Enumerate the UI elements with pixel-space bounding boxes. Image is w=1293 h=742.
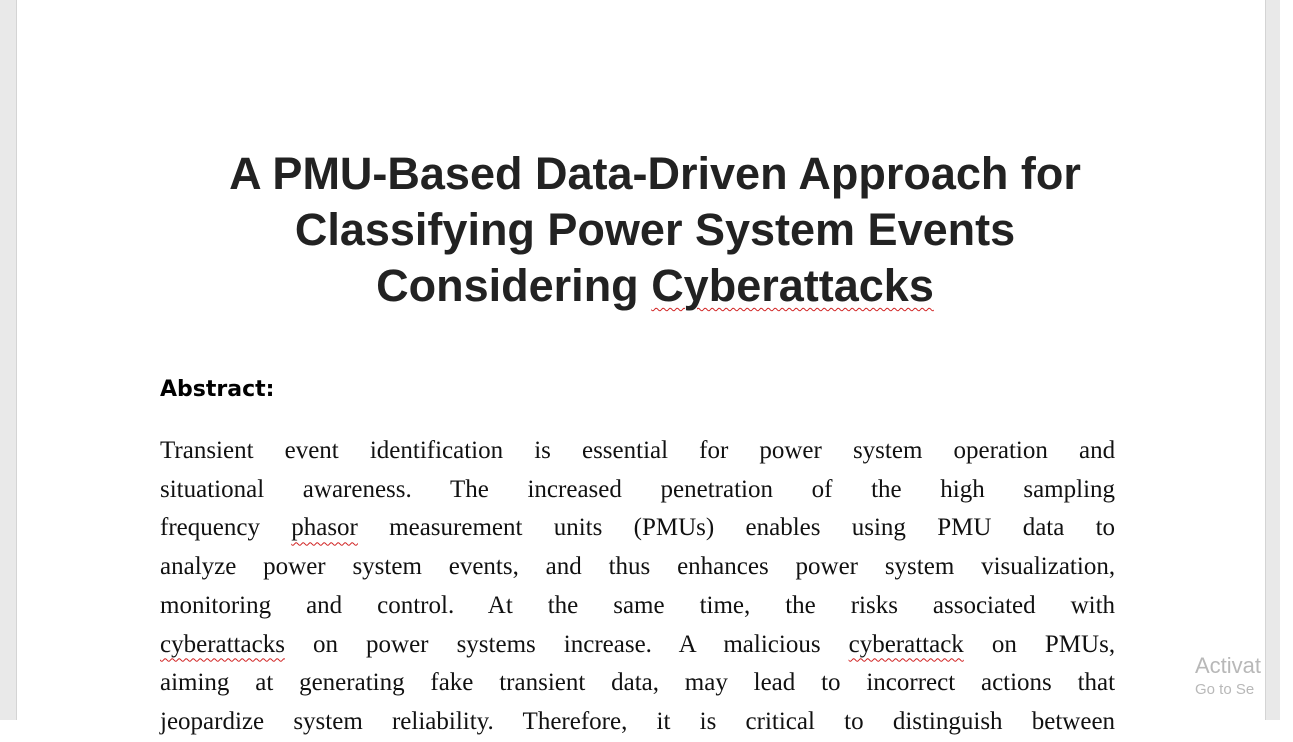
abstract-heading: Abstract: xyxy=(160,377,275,402)
abstract-line-8: jeopardize system reliability. Therefore, it is critical to distinguish between xyxy=(160,707,1116,735)
left-gutter xyxy=(0,0,17,720)
title-line-1: A PMU-Based Data-Driven Approach for xyxy=(229,148,1081,199)
abstract-line-5: monitoring and control. At the same time, the risks associated with xyxy=(160,591,1116,619)
title-line-3: Considering Cyberattacks xyxy=(376,260,934,311)
spellcheck-word: phasor xyxy=(291,514,358,542)
right-gutter xyxy=(1265,0,1280,720)
watermark-line-2: Go to Se xyxy=(1195,681,1255,698)
watermark-line-1: Activat xyxy=(1195,653,1262,678)
abstract-line-6: cyberattacks on power systems increase. A malicious cyberattack on PMUs, xyxy=(160,630,1116,658)
abstract-line-7: aiming at generating fake transient data, may lead to incorrect actions that xyxy=(160,669,1116,697)
abstract-body xyxy=(160,432,1115,742)
spellcheck-word: Cyberattacks xyxy=(651,260,934,311)
abstract-line-2: situational awareness. The increased penetration of the high sampling xyxy=(160,475,1116,503)
abstract-line-1: Transient event identification is essential for power system operation and xyxy=(160,437,1116,464)
spellcheck-word: cyberattack xyxy=(848,630,964,658)
windows-activation-watermark xyxy=(1195,652,1261,700)
abstract-line-4: analyze power system events, and thus enhances power system visualization, xyxy=(160,553,1116,581)
document-title xyxy=(17,146,1293,314)
abstract-line-3: frequency phasor measurement units (PMUs) enables using PMU data to xyxy=(160,514,1116,542)
title-line-2: Classifying Power System Events xyxy=(294,204,1016,255)
spellcheck-word: cyberattacks xyxy=(160,630,285,658)
